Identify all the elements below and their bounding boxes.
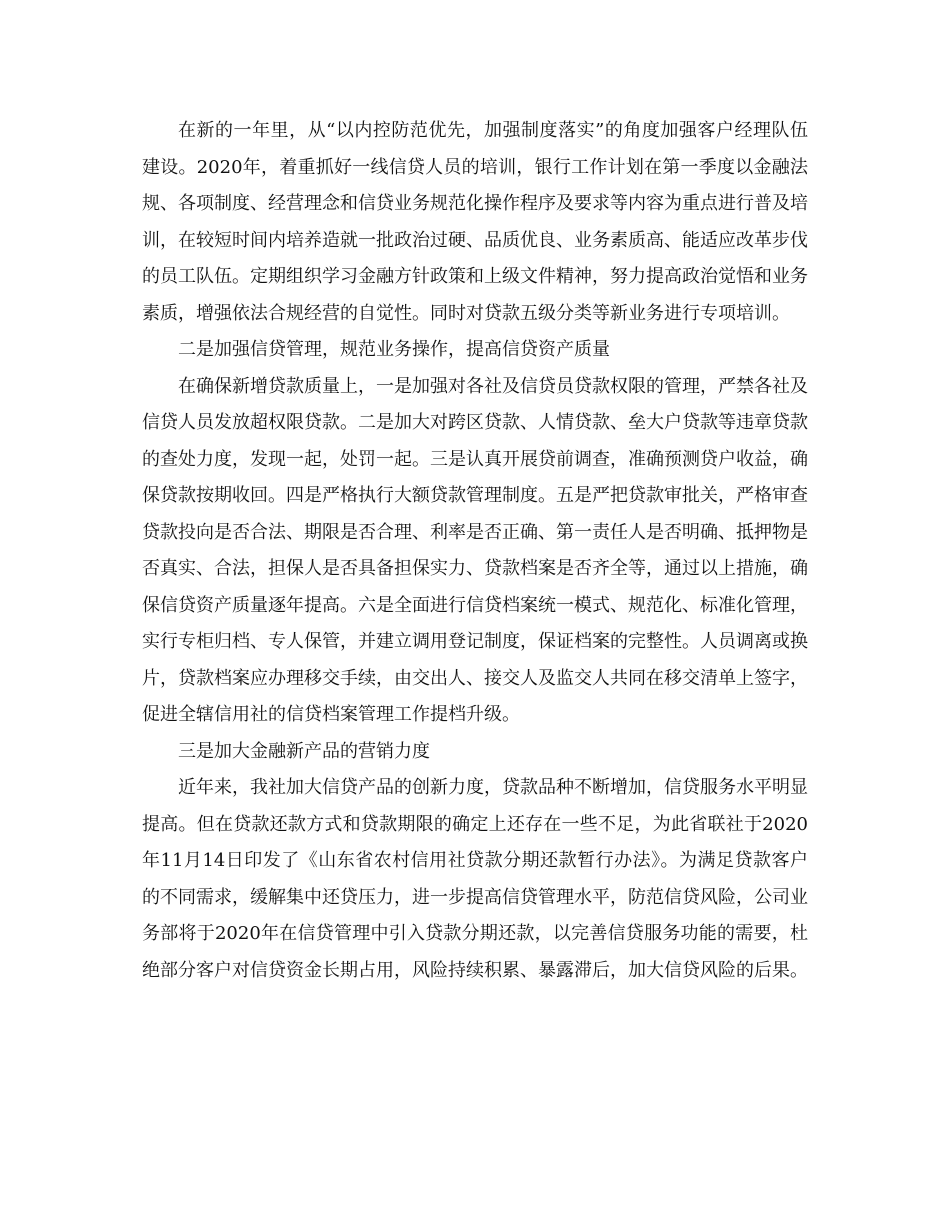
paragraph-team-building: 在新的一年里，从“以内控防范优先，加强制度落实”的角度加强客户经理队伍建设。2020年，着重抓好一线信贷人员的培训，银行工作计划在第一季度以金融法规、各项制度、经营理念和信贷业务规范化操作程序及要求等内容为重点进行普及培训，在较短时间内培养造就一批政治过硬、品质优良、业务素质高、能适应改革步伐的员工队伍。定期组织学习金融方针政策和上级文件精神，努力提高政治觉悟和业务素质，增强依法合规经营的自觉性。同时对贷款五级分类等新业务进行专项培训。 — [142, 120, 808, 324]
paragraph-product-marketing: 近年来，我社加大信贷产品的创新力度，贷款品种不断增加，信贷服务水平明显提高。但在贷款还款方式和贷款期限的确定上还存在一些不足，为此省联社于2020年11月14日印发了《山东省农村信用社贷款分期还款暂行办法》。为满足贷款客户的不同需求，缓解集中还贷压力，进一步提高信贷管理水平，防范信贷风险，公司业务部将于2020年在信贷管理中引入贷款分期还款，以完善信贷服务功能的需要，杜绝部分客户对信贷资金长期占用，风险持续积累、暴露滞后，加大信贷风险的后果。 — [142, 777, 808, 981]
document-body — [142, 113, 808, 989]
heading-product-marketing: 三是加大金融新产品的营销力度 — [178, 740, 430, 762]
paragraph-credit-management: 在确保新增贷款质量上，一是加强对各社及信贷员贷款权限的管理，严禁各社及信贷人员发放超权限贷款。二是加大对跨区贷款、人情贷款、垒大户贷款等违章贷款的查处力度，发现一起，处罚一起。三是认真开展贷前调查，准确预测贷户收益，确保贷款按期收回。四是严格执行大额贷款管理制度。五是严把贷款审批关，严格审查贷款投向是否合法、期限是否合理、利率是否正确、第一责任人是否明确、抵押物是否真实、合法，担保人是否具备担保实力、贷款档案是否齐全等，通过以上措施，确保信贷资产质量逐年提高。六是全面进行信贷档案统一模式、规范化、标准化管理，实行专柜归档、专人保管，并建立调用登记制度，保证档案的完整性。人员调离或换片，贷款档案应办理移交手续，由交出人、接交人及监交人共同在移交清单上签字，促进全辖信用社的信贷档案管理工作提档升级。 — [142, 375, 808, 725]
heading-credit-management: 二是加强信贷管理，规范业务操作，提高信贷资产质量 — [178, 339, 610, 360]
